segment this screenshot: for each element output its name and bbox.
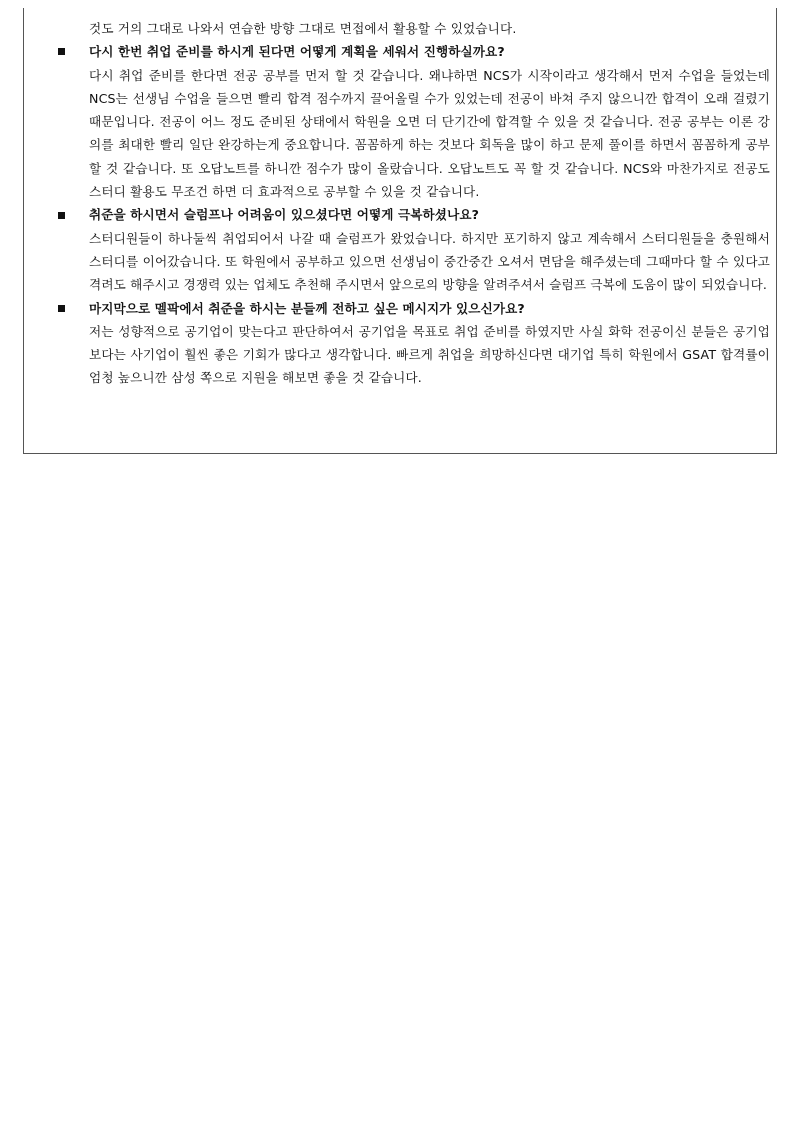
square-bullet-icon	[58, 40, 66, 63]
answer-text: 스터디원들이 하나둘씩 취업되어서 나갈 때 슬럼프가 왔었습니다. 하지만 포기하지 않고 계속해서 스터디원들을 충원해서 스터디를 이어갔습니다. 또 학원에서 공부하고 있으면 선생님이 중간중간 오셔서 면담을 해주셨는데 그때마다 할 수 있다고 격려도 해주시고 경쟁력 있는 업체도 추천해 주시면서 앞으로의 방향을 알려주셔서 슬럼프 극복에 도움이 많이 되었습니다.	[89, 230, 770, 293]
answer-text: 저는 성향적으로 공기업이 맞는다고 판단하여서 공기업을 목표로 취업 준비를 하였지만 사실 화학 전공이신 분들은 공기업보다는 사기업이 훨씬 좋은 기회가 많다고 생각합니다. 빠르게 취업을 희망하신다면 대기업 특히 학원에서 GSAT 합격률이 엄청 높으니깐 삼성 쪽으로 지원을 해보면 좋을 것 같습니다.	[89, 323, 770, 386]
square-bullet-icon	[58, 297, 66, 320]
question-heading: 마지막으로 멜팍에서 취준을 하시는 분들께 전하고 싶은 메시지가 있으신가요?	[89, 300, 525, 316]
intro-continuation-text: 것도 거의 그대로 나와서 연습한 방향 그대로 면접에서 활용할 수 있었습니다.	[89, 21, 517, 36]
qa-item-message	[89, 297, 770, 390]
document-content	[89, 17, 770, 390]
question-heading: 다시 한번 취업 준비를 하시게 된다면 어떻게 계획을 세워서 진행하실까요?	[89, 44, 505, 60]
question-heading: 취준을 하시면서 슬럼프나 어려움이 있으셨다면 어떻게 극복하셨나요?	[89, 207, 480, 223]
answer-text: 다시 취업 준비를 한다면 전공 공부를 먼저 할 것 같습니다. 왜냐하면 NCS가 시작이라고 생각해서 먼저 수업을 들었는데 NCS는 선생님 수업을 들으면 빨리 합격 점수까지 끌어올릴 수가 있었는데 전공이 바쳐 주지 않으니깐 합격이 오래 걸렸기 때문입니다. 전공이 어느 정도 준비된 상태에서 학원을 오면 더 단기간에 합격할 수 있을 것 같습니다. 전공 공부는 이론 강의를 최대한 빨리 일단 완강하는게 중요합니다. 꼼꼼하게 하는 것보다 회독을 많이 하고 문제 풀이를 하면서 꼼꼼하게 공부할 것 같습니다. 또 오답노트를 하니깐 점수가 많이 올랐습니다. 오답노트도 꼭 할 것 같습니다. NCS와 마찬가지로 전공도 스터디 활용도 무조건 하면 더 효과적으로 공부할 수 있을 것 같습니다.	[89, 67, 770, 200]
qa-item-slump	[89, 203, 770, 296]
qa-item-plan	[89, 40, 770, 203]
square-bullet-icon	[58, 203, 66, 226]
